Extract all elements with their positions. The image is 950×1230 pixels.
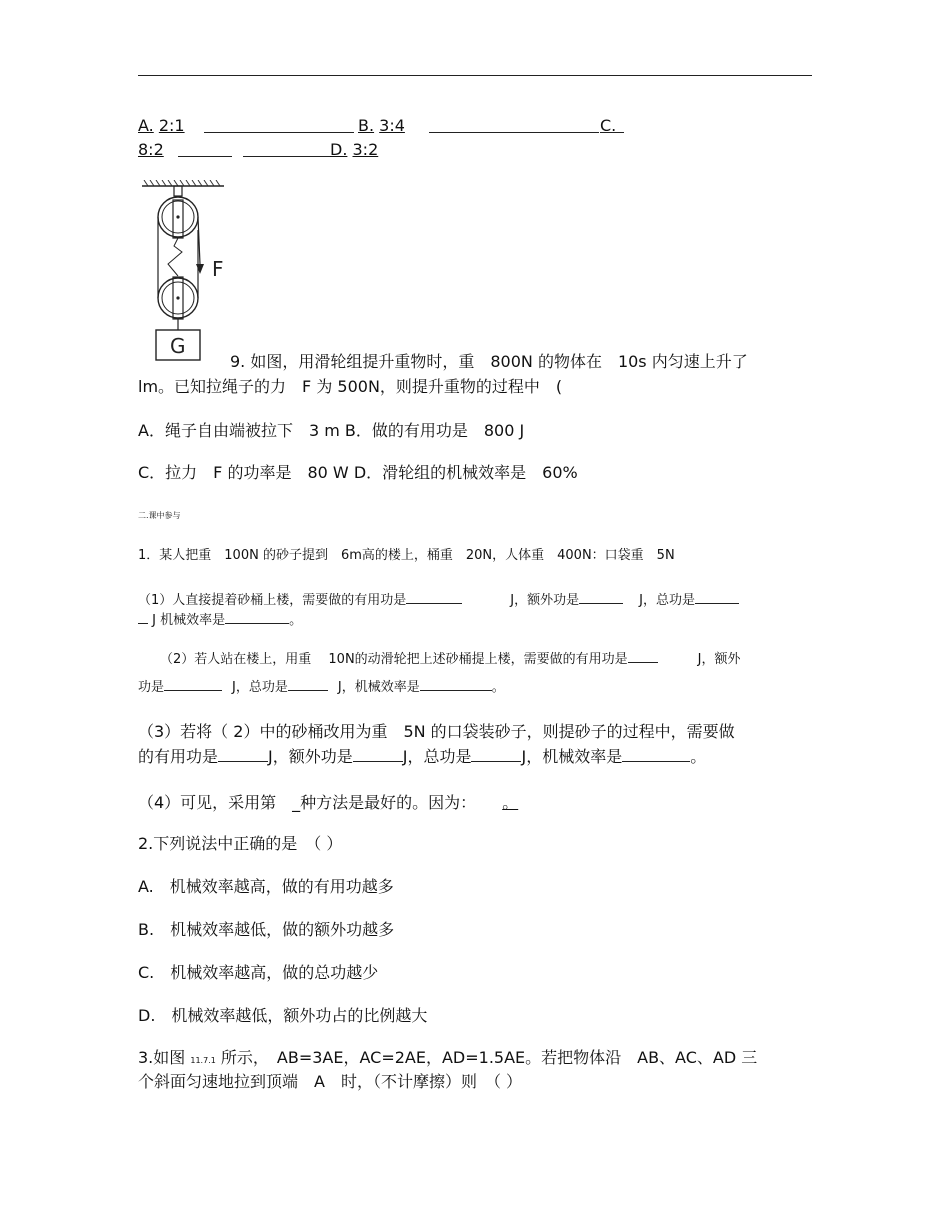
option-c-value: 8:2 [138, 140, 164, 159]
option-c: C. [600, 116, 617, 135]
q2-stem: 2.下列说法中正确的是 （ ） [138, 834, 343, 853]
pulley-figure [138, 180, 238, 365]
force-label: F [212, 257, 224, 281]
answer-blank [204, 118, 354, 133]
q1-part2-line2: 功是 J，总功是 J，机械效率是 。 [138, 676, 505, 695]
header-rule [138, 75, 812, 76]
q9-line2: lm。已知拉绳子的力 F 为 500N，则提升重物的过程中 ( [138, 377, 563, 396]
q9-line1: 9. 如图，用滑轮组提升重物时，重 800N 的物体在 10s 内匀速上升了 [230, 352, 748, 371]
q2-option-a: A. 机械效率越高，做的有用功越多 [138, 877, 394, 896]
section-heading: 二.课中参与 [138, 511, 181, 520]
answer-blank [243, 142, 331, 157]
q1-part3-line1: （3）若将（ 2）中的砂桶改用为重 5N 的口袋装砂子，则提砂子的过程中，需要做 [138, 722, 735, 741]
q1-part1-line2: J 机械效率是 。 [138, 609, 302, 628]
q9-options-ab: A．绳子自由端被拉下 3 m B．做的有用功是 800 J [138, 421, 525, 440]
q9-options-cd: C．拉力 F 的功率是 80 W D．滑轮组的机械效率是 60% [138, 463, 578, 482]
option-a: A. 2:1 [138, 116, 185, 135]
option-d: D. 3:2 [330, 140, 379, 159]
q3-line2: 个斜面匀速地拉到顶端 A 时，（不计摩擦）则 （ ） [138, 1072, 523, 1091]
option-b: B. 3:4 [358, 116, 405, 135]
q1-part3-line2: 的有用功是 J，额外功是 J，总功是 J，机械效率是 。 [138, 747, 707, 766]
q1-stem: 1．某人把重 100N 的砂子提到 6m高的楼上，桶重 20N，人体重 400N：口袋重 5N [138, 548, 675, 563]
q1-part1-line1: （1）人直接提着砂桶上楼，需要做的有用功是 J，额外功是 J，总功是 [138, 589, 739, 608]
q3-line1: 3.如图 11.7.1 所示， AB=3AE，AC=2AE，AD=1.5AE。若把物体沿 AB、AC、AD 三 [138, 1048, 758, 1067]
answer-blank [178, 142, 232, 157]
q1-part2-line1: （2）若人站在楼上，用重 10N的动滑轮把上述砂桶提上楼，需要做的有用功是 J，额外 [160, 648, 741, 667]
weight-label: G [170, 334, 186, 358]
answer-blank [600, 118, 624, 133]
q2-option-c: C. 机械效率越高，做的总功越少 [138, 963, 379, 982]
q2-option-d: D. 机械效率越低，额外功占的比例越大 [138, 1006, 428, 1025]
answer-blank [429, 118, 599, 133]
q2-option-b: B. 机械效率越低，做的额外功越多 [138, 920, 395, 939]
q1-part4: （4）可见，采用第 _种方法是最好的。因为： 。 [138, 793, 519, 812]
